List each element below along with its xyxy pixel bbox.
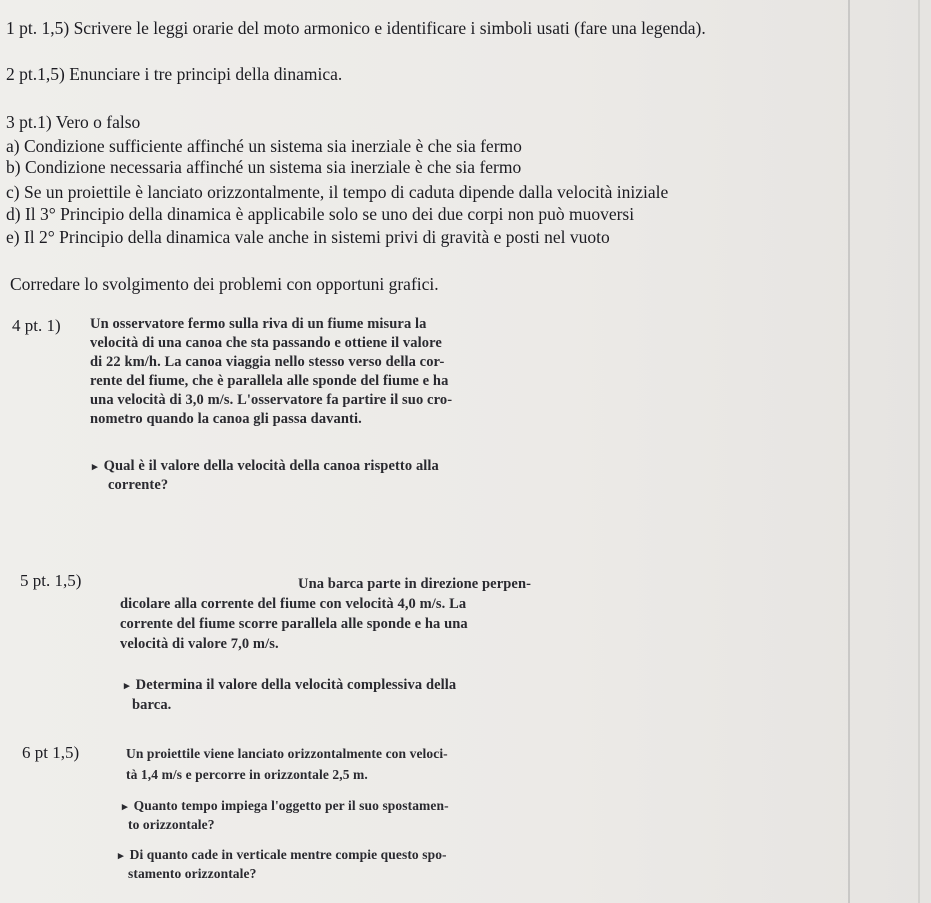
true-false-item-a: a) Condizione sufficiente affinché un sistema sia inerziale è che sia fermo	[6, 136, 522, 156]
problem-5-text-line: Una barca parte in direzione perpen-	[298, 576, 532, 592]
paper-edge-line	[918, 0, 920, 903]
problem-5-text-line: corrente del fiume scorre parallela alle sponde e ha una	[120, 616, 468, 632]
problem-4-text-line: rente del fiume, che è parallela alle sponde del fiume e ha	[90, 373, 449, 389]
bullet-arrow-icon: ▸	[124, 680, 130, 692]
problem-5-text-line: dicolare alla corrente del fiume con velocità 4,0 m/s. La	[120, 596, 467, 612]
problem-6-question-1	[122, 797, 449, 817]
problems-instruction: Corredare lo svolgimento dei problemi con opportuni grafici.	[10, 274, 439, 294]
problem-6-question-1-line: Quanto tempo impiega l'oggetto per il suo spostamen-	[133, 798, 449, 813]
true-false-item-e: e) Il 2° Principio della dinamica vale anche in sistemi privi di gravità e posti nel vuoto	[6, 227, 610, 247]
question-1: 1 pt. 1,5) Scrivere le leggi orarie del moto armonico e identificare i simboli usati (fare una legenda).	[6, 18, 706, 38]
problem-4-question-line: Qual è il valore della velocità della canoa rispetto alla	[103, 458, 439, 474]
problem-4-text-line: Un osservatore fermo sulla riva di un fiume misura la	[90, 316, 427, 332]
problem-6-question-2-line: Di quanto cade in verticale mentre compie questo spo-	[129, 847, 447, 862]
problem-5-text-line: velocità di valore 7,0 m/s.	[120, 636, 279, 652]
problem-4-label: 4 pt. 1)	[12, 316, 61, 335]
problem-4-text-line: di 22 km/h. La canoa viaggia nello stesso verso della cor-	[90, 354, 445, 370]
bullet-arrow-icon: ▸	[118, 850, 124, 862]
problem-4-text-line: una velocità di 3,0 m/s. L'osservatore fa partire il suo cro-	[90, 392, 453, 408]
problem-5-question-line: Determina il valore della velocità complessiva della	[135, 677, 457, 693]
question-2: 2 pt.1,5) Enunciare i tre principi della dinamica.	[6, 64, 343, 84]
true-false-item-b: b) Condizione necessaria affinché un sistema sia inerziale è che sia fermo	[6, 157, 522, 177]
paper-fold-line	[848, 0, 850, 903]
problem-4-text-line: velocità di una canoa che sta passando e ottiene il valore	[90, 335, 442, 351]
problem-6-question-2	[118, 846, 447, 866]
true-false-item-d: d) Il 3° Principio della dinamica è applicabile solo se uno dei due corpi non può muoversi	[6, 204, 635, 224]
problem-5-label: 5 pt. 1,5)	[20, 571, 82, 590]
bullet-arrow-icon: ▸	[122, 801, 128, 813]
problem-6-question-2-line: stamento orizzontale?	[128, 866, 257, 881]
problem-5-question-line: barca.	[132, 697, 172, 713]
problem-6-question-1-line: to orizzontale?	[128, 817, 215, 832]
problem-4-question	[92, 457, 439, 477]
problem-6-label: 6 pt 1,5)	[22, 743, 80, 762]
problem-4-question-line: corrente?	[108, 477, 169, 493]
question-3-heading: 3 pt.1) Vero o falso	[6, 112, 141, 132]
problem-5-question	[124, 676, 456, 696]
true-false-item-c: c) Se un proiettile è lanciato orizzontalmente, il tempo di caduta dipende dalla velocità iniziale	[6, 182, 669, 202]
problem-6-text-line: tà 1,4 m/s e percorre in orizzontale 2,5 m.	[126, 767, 368, 782]
problem-4-text-line: nometro quando la canoa gli passa davanti.	[90, 411, 362, 427]
bullet-arrow-icon: ▸	[92, 461, 98, 473]
problem-6-text-line: Un proiettile viene lanciato orizzontalmente con veloci-	[126, 746, 448, 761]
